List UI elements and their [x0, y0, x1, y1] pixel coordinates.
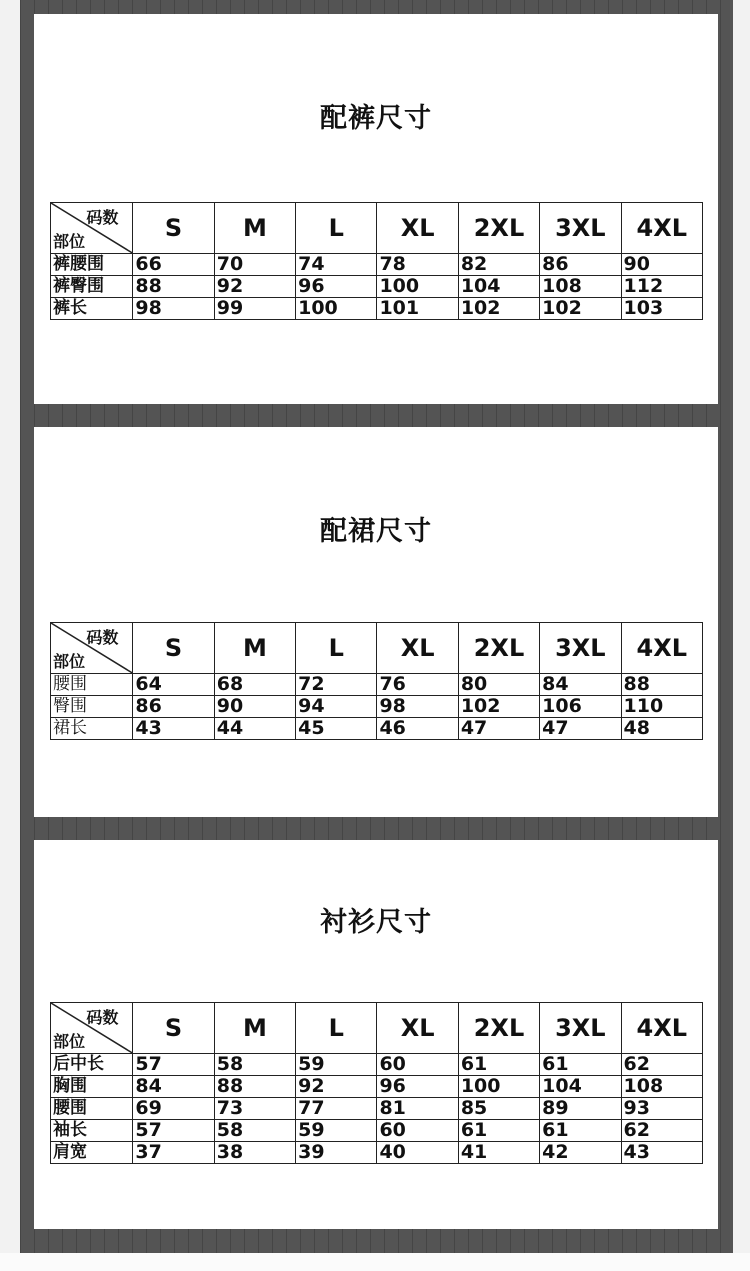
- header-row: [51, 203, 703, 254]
- value-cell: 85: [458, 1098, 539, 1120]
- value-cell: 61: [540, 1120, 621, 1142]
- size-header-cell: XL: [377, 623, 458, 674]
- value-cell: 42: [540, 1142, 621, 1164]
- value-cell: 43: [133, 718, 214, 740]
- row-label-cell: 胸围: [51, 1076, 133, 1098]
- value-cell: 57: [133, 1054, 214, 1076]
- value-cell: 41: [458, 1142, 539, 1164]
- skirt-size-panel: [34, 427, 718, 817]
- value-cell: 80: [458, 674, 539, 696]
- value-cell: 104: [540, 1076, 621, 1098]
- shirt-size-table: [50, 1002, 703, 1164]
- value-cell: 99: [214, 298, 295, 320]
- value-cell: 60: [377, 1120, 458, 1142]
- value-cell: 76: [377, 674, 458, 696]
- value-cell: 74: [296, 254, 377, 276]
- value-cell: 90: [214, 696, 295, 718]
- row-label-cell: 裤腰围: [51, 254, 133, 276]
- pants-size-table: [50, 202, 703, 320]
- value-cell: 59: [296, 1054, 377, 1076]
- value-cell: 112: [621, 276, 702, 298]
- value-cell: 104: [458, 276, 539, 298]
- value-cell: 64: [133, 674, 214, 696]
- diagonal-header-cell: [51, 203, 133, 254]
- size-header-cell: 3XL: [540, 1003, 621, 1054]
- value-cell: 57: [133, 1120, 214, 1142]
- value-cell: 44: [214, 718, 295, 740]
- value-cell: 100: [377, 276, 458, 298]
- size-header-cell: L: [296, 623, 377, 674]
- value-cell: 88: [621, 674, 702, 696]
- row-label-cell: 裤臀围: [51, 276, 133, 298]
- size-header-cell: S: [133, 203, 214, 254]
- value-cell: 98: [133, 298, 214, 320]
- value-cell: 86: [133, 696, 214, 718]
- skirt-title: 配裙尺寸: [320, 516, 432, 547]
- value-cell: 88: [214, 1076, 295, 1098]
- size-header-cell: M: [214, 203, 295, 254]
- header-size-label: 码数: [86, 208, 119, 227]
- value-cell: 90: [621, 254, 702, 276]
- skirt-size-table: [50, 622, 703, 740]
- value-cell: 92: [214, 276, 295, 298]
- value-cell: 108: [540, 276, 621, 298]
- value-cell: 47: [540, 718, 621, 740]
- value-cell: 60: [377, 1054, 458, 1076]
- header-size-label: 码数: [86, 628, 119, 647]
- size-header-cell: 3XL: [540, 623, 621, 674]
- value-cell: 92: [296, 1076, 377, 1098]
- table-row: [51, 696, 703, 718]
- row-label-cell: 裙长: [51, 718, 133, 740]
- value-cell: 58: [214, 1054, 295, 1076]
- pants-size-panel: [34, 14, 718, 404]
- size-header-cell: M: [214, 1003, 295, 1054]
- value-cell: 39: [296, 1142, 377, 1164]
- table-row: [51, 718, 703, 740]
- size-header-cell: 2XL: [458, 1003, 539, 1054]
- table-row: [51, 254, 703, 276]
- size-header-cell: L: [296, 203, 377, 254]
- value-cell: 77: [296, 1098, 377, 1120]
- diagonal-header-cell: [51, 623, 133, 674]
- value-cell: 94: [296, 696, 377, 718]
- value-cell: 103: [621, 298, 702, 320]
- value-cell: 70: [214, 254, 295, 276]
- value-cell: 37: [133, 1142, 214, 1164]
- value-cell: 106: [540, 696, 621, 718]
- size-header-cell: 2XL: [458, 203, 539, 254]
- size-header-cell: XL: [377, 1003, 458, 1054]
- header-part-label: 部位: [53, 652, 86, 671]
- value-cell: 61: [458, 1120, 539, 1142]
- value-cell: 45: [296, 718, 377, 740]
- value-cell: 84: [540, 674, 621, 696]
- value-cell: 89: [540, 1098, 621, 1120]
- bottom-strip: [0, 1253, 750, 1271]
- value-cell: 46: [377, 718, 458, 740]
- size-header-cell: M: [214, 623, 295, 674]
- table-row: [51, 1098, 703, 1120]
- value-cell: 73: [214, 1098, 295, 1120]
- size-header-cell: 4XL: [621, 623, 702, 674]
- value-cell: 96: [296, 276, 377, 298]
- value-cell: 47: [458, 718, 539, 740]
- value-cell: 78: [377, 254, 458, 276]
- diagonal-header-cell: [51, 1003, 133, 1054]
- value-cell: 62: [621, 1120, 702, 1142]
- value-cell: 72: [296, 674, 377, 696]
- value-cell: 81: [377, 1098, 458, 1120]
- size-header-cell: 4XL: [621, 1003, 702, 1054]
- size-header-cell: L: [296, 1003, 377, 1054]
- value-cell: 100: [458, 1076, 539, 1098]
- row-label-cell: 袖长: [51, 1120, 133, 1142]
- row-label-cell: 裤长: [51, 298, 133, 320]
- pants-title: 配裤尺寸: [320, 103, 432, 134]
- size-header-cell: 3XL: [540, 203, 621, 254]
- value-cell: 68: [214, 674, 295, 696]
- value-cell: 62: [621, 1054, 702, 1076]
- value-cell: 102: [458, 298, 539, 320]
- header-row: [51, 1003, 703, 1054]
- value-cell: 93: [621, 1098, 702, 1120]
- table-row: [51, 1120, 703, 1142]
- value-cell: 43: [621, 1142, 702, 1164]
- table-row: [51, 1142, 703, 1164]
- row-label-cell: 后中长: [51, 1054, 133, 1076]
- header-part-label: 部位: [53, 232, 86, 251]
- table-row: [51, 1076, 703, 1098]
- value-cell: 108: [621, 1076, 702, 1098]
- size-header-cell: S: [133, 1003, 214, 1054]
- value-cell: 88: [133, 276, 214, 298]
- value-cell: 102: [540, 298, 621, 320]
- table-row: [51, 298, 703, 320]
- row-label-cell: 腰围: [51, 674, 133, 696]
- value-cell: 110: [621, 696, 702, 718]
- table-row: [51, 1054, 703, 1076]
- shirt-size-panel: [34, 840, 718, 1229]
- value-cell: 98: [377, 696, 458, 718]
- value-cell: 84: [133, 1076, 214, 1098]
- value-cell: 61: [458, 1054, 539, 1076]
- table-row: [51, 276, 703, 298]
- value-cell: 100: [296, 298, 377, 320]
- size-header-cell: XL: [377, 203, 458, 254]
- value-cell: 96: [377, 1076, 458, 1098]
- row-label-cell: 腰围: [51, 1098, 133, 1120]
- row-label-cell: 肩宽: [51, 1142, 133, 1164]
- value-cell: 102: [458, 696, 539, 718]
- table-row: [51, 674, 703, 696]
- size-header-cell: S: [133, 623, 214, 674]
- value-cell: 86: [540, 254, 621, 276]
- value-cell: 101: [377, 298, 458, 320]
- header-part-label: 部位: [53, 1032, 86, 1051]
- value-cell: 48: [621, 718, 702, 740]
- value-cell: 58: [214, 1120, 295, 1142]
- size-header-cell: 2XL: [458, 623, 539, 674]
- value-cell: 59: [296, 1120, 377, 1142]
- value-cell: 38: [214, 1142, 295, 1164]
- value-cell: 40: [377, 1142, 458, 1164]
- header-size-label: 码数: [86, 1008, 119, 1027]
- size-header-cell: 4XL: [621, 203, 702, 254]
- value-cell: 82: [458, 254, 539, 276]
- value-cell: 66: [133, 254, 214, 276]
- row-label-cell: 臀围: [51, 696, 133, 718]
- header-row: [51, 623, 703, 674]
- value-cell: 69: [133, 1098, 214, 1120]
- shirt-title: 衬衫尺寸: [320, 907, 432, 938]
- value-cell: 61: [540, 1054, 621, 1076]
